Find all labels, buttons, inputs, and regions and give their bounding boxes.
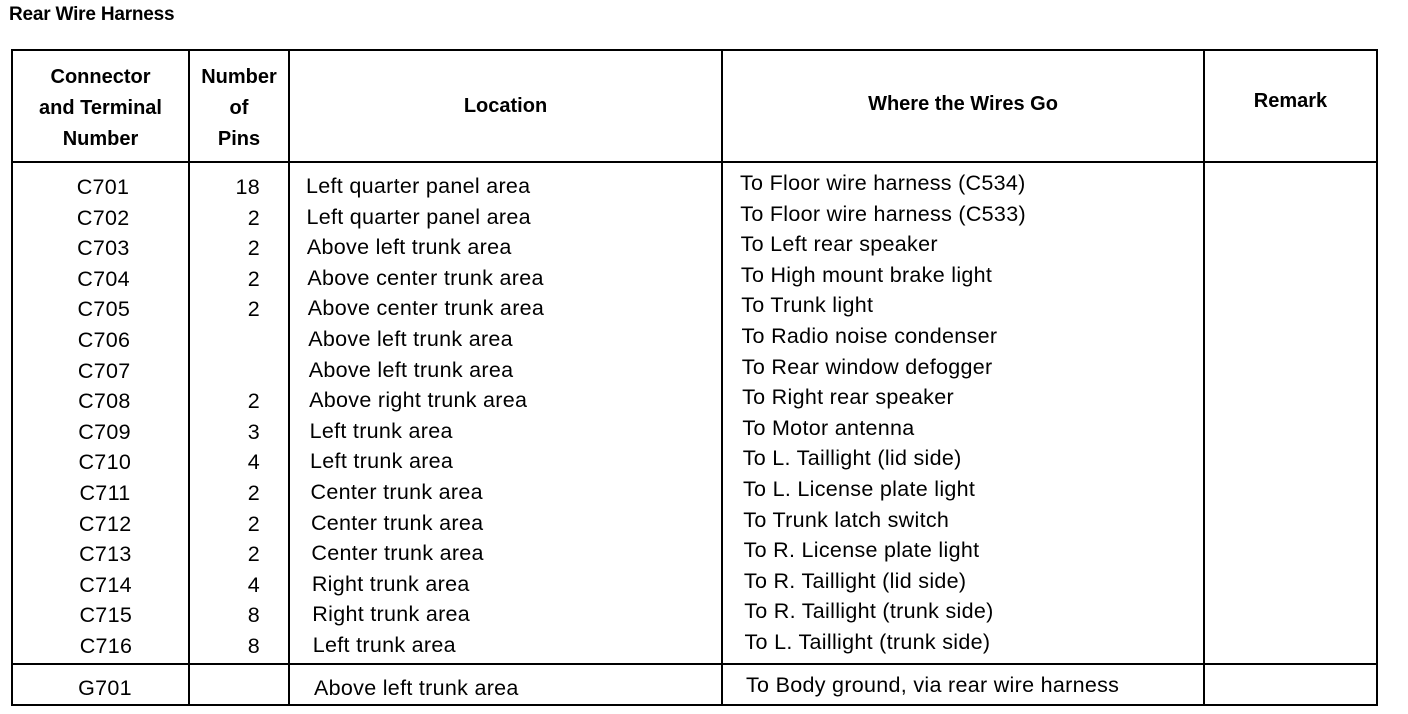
connector-cell: G701 (78, 676, 132, 700)
column-divider (288, 50, 290, 706)
location-cell: Left quarter panel area (306, 204, 531, 229)
location-cell: Above right trunk area (309, 388, 528, 413)
wires-cell: To Rear window defogger (741, 354, 993, 379)
header-pins-line: Pins (217, 128, 261, 150)
location-cell: Above left trunk area (314, 676, 519, 700)
header-wires: Where the Wires Go (868, 93, 1058, 115)
header-remark: Remark (1253, 90, 1328, 112)
location-cell: Left trunk area (309, 418, 453, 443)
column-divider (721, 50, 723, 706)
wires-cell: To L. Taillight (trunk side) (744, 630, 991, 654)
header-pins (190, 62, 288, 155)
footer-divider (11, 663, 1378, 665)
connector-cell: C713 (79, 542, 132, 567)
header-connector-line: Connector (50, 66, 151, 88)
location-cell: Center trunk area (311, 541, 484, 566)
header-pins-line: Number (201, 66, 277, 88)
header-connector-line: and Terminal (39, 97, 162, 119)
connector-cell: C707 (77, 358, 131, 383)
column-divider (1203, 50, 1205, 706)
pins-cell: 2 (247, 511, 260, 536)
location-cell: Above left trunk area (308, 357, 514, 382)
connector-cell: C706 (77, 328, 131, 352)
connector-cell: C702 (76, 205, 130, 230)
pins-cell: 2 (247, 481, 260, 505)
pins-cell: 4 (247, 450, 260, 475)
pins-cell: 2 (247, 236, 260, 261)
connector-cell: C715 (79, 603, 133, 628)
connector-cell: C712 (78, 511, 132, 536)
connector-cell: C710 (78, 450, 132, 475)
wires-cell: To Body ground, via rear wire harness (746, 673, 1120, 697)
wires-cell: To Trunk light (741, 293, 874, 318)
pins-cell: 2 (247, 542, 260, 567)
wires-cell: To Floor wire harness (C534) (740, 171, 1026, 195)
pins-cell: 2 (247, 205, 260, 230)
wires-cell: To Floor wire harness (C533) (740, 201, 1026, 226)
location-cell: Center trunk area (310, 510, 484, 535)
connector-cell: C714 (79, 572, 132, 597)
location-cell: Center trunk area (310, 480, 483, 504)
pins-cell: 2 (247, 389, 260, 414)
connector-cell: C711 (79, 481, 131, 505)
wires-cell: To L. Taillight (lid side) (742, 446, 962, 471)
location-cell: Above center trunk area (307, 265, 544, 290)
wires-cell: To Trunk latch switch (743, 507, 950, 532)
pins-cell: 3 (247, 419, 260, 444)
wires-cell: To R. Taillight (trunk side) (744, 599, 994, 624)
header-connector-line: Number (62, 128, 139, 150)
pins-cell: 18 (235, 175, 260, 199)
pins-cell: 8 (247, 603, 260, 628)
pins-cell: 4 (247, 572, 260, 597)
header-divider (11, 161, 1378, 163)
header-connector (13, 62, 188, 155)
wires-cell: To Radio noise condenser (741, 324, 998, 348)
wires-cell: To Motor antenna (742, 415, 915, 440)
location-cell: Above left trunk area (306, 235, 512, 260)
wires-cell: To High mount brake light (740, 262, 993, 287)
wires-cell: To Left rear speaker (740, 232, 938, 257)
connector-cell: C709 (78, 419, 131, 444)
location-cell: Right trunk area (312, 602, 471, 627)
pins-cell: 8 (247, 634, 260, 658)
connector-cell: C708 (78, 389, 131, 414)
connector-cell: C705 (77, 297, 131, 322)
location-cell: Left quarter panel area (306, 174, 531, 198)
wires-cell: To R. Taillight (lid side) (743, 568, 967, 593)
wires-cell: To Right rear speaker (742, 385, 954, 410)
wires-cell: To L. License plate light (743, 477, 976, 501)
connector-cell: C704 (77, 266, 130, 291)
pins-cell: 2 (247, 297, 260, 322)
location-cell: Left trunk area (312, 633, 456, 657)
location-cell: Above left trunk area (308, 327, 513, 351)
header-location: Location (463, 95, 548, 117)
pins-cell: 2 (247, 266, 260, 291)
wires-cell: To R. License plate light (743, 538, 980, 563)
connector-cell: C701 (76, 175, 130, 199)
connector-cell: C703 (77, 236, 130, 261)
location-cell: Above center trunk area (307, 296, 545, 321)
connector-cell: C716 (79, 634, 133, 658)
location-cell: Left trunk area (310, 449, 454, 474)
location-cell: Right trunk area (311, 571, 470, 596)
header-pins-line: of (229, 97, 249, 119)
page-title: Rear Wire Harness (9, 4, 175, 25)
